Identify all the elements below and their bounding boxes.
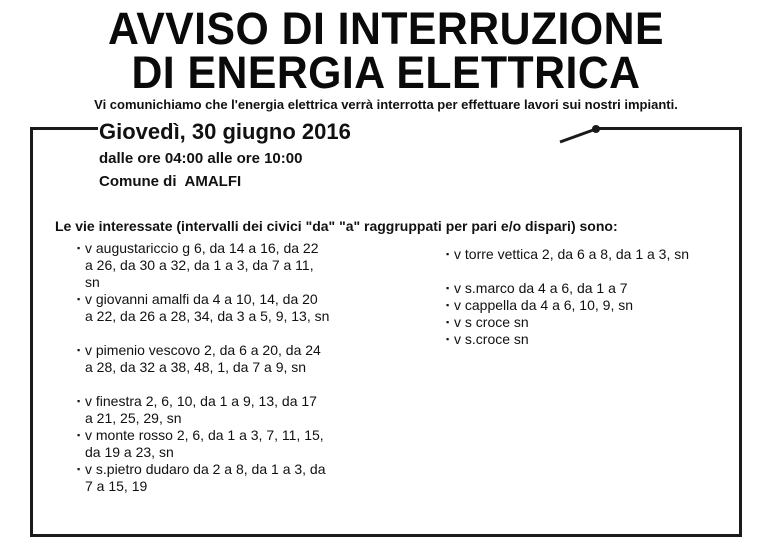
outage-date: Giovedì, 30 giugno 2016 — [99, 119, 351, 144]
streets-heading: Le vie interessate (intervalli dei civici "da" "a" raggruppati per pari e/o dispari) sono: — [55, 218, 618, 234]
street-line: v giovanni amalfi da 4 a 10, 14, da 20 — [85, 291, 318, 307]
bullet-icon: ▪ — [77, 430, 81, 440]
street-line: v monte rosso 2, 6, da 1 a 3, 7, 11, 15, — [85, 427, 324, 443]
street-line: v pimenio vescovo 2, da 6 a 20, da 24 — [85, 342, 321, 358]
streets-left-column — [77, 240, 377, 495]
bullet-icon: ▪ — [446, 317, 450, 327]
street-item — [446, 280, 736, 297]
bullet-icon: ▪ — [446, 249, 450, 259]
street-line: v s.pietro dudaro da 2 a 8, da 1 a 3, da — [85, 461, 326, 477]
street-line: a 28, da 32 a 38, 48, 1, da 7 a 9, sn — [85, 359, 307, 375]
street-line: a 22, da 26 a 28, 34, da 3 a 5, 9, 13, sn — [85, 308, 330, 324]
street-item — [446, 314, 736, 331]
title-line-1: AVVISO DI INTERRUZIONE — [108, 3, 664, 54]
bullet-icon: ▪ — [77, 243, 81, 253]
outage-comune — [99, 173, 249, 191]
street-line: sn — [85, 274, 100, 290]
street-line: v augustariccio g 6, da 14 a 16, da 22 — [85, 240, 319, 256]
street-line: a 21, 25, 29, sn — [85, 410, 182, 426]
bullet-icon: ▪ — [77, 294, 81, 304]
street-item — [77, 427, 377, 461]
street-line: v cappella da 4 a 6, 10, 9, sn — [454, 297, 634, 313]
street-item — [77, 342, 377, 376]
bullet-icon: ▪ — [446, 334, 450, 344]
street-item — [77, 291, 377, 325]
bullet-icon: ▪ — [77, 464, 81, 474]
street-item — [446, 246, 736, 263]
comune-name: AMALFI — [184, 173, 242, 190]
bullet-icon: ▪ — [77, 396, 81, 406]
bullet-icon: ▪ — [77, 345, 81, 355]
street-line: v s.croce sn — [454, 331, 529, 347]
outage-hours: dalle ore 04:00 alle ore 10:00 — [99, 150, 303, 167]
street-line: 7 a 15, 19 — [85, 478, 148, 494]
street-line: v s croce sn — [454, 314, 529, 330]
intro-text: Vi comunichiamo che l'energia elettrica verrà interrotta per effettuare lavori sui nostri impianti. — [94, 97, 678, 112]
street-line: a 26, da 30 a 32, da 1 a 3, da 7 a 11, — [85, 257, 314, 273]
comune-label: Comune di — [99, 173, 177, 190]
spacer — [446, 263, 736, 280]
street-item — [77, 461, 377, 495]
street-item — [77, 240, 377, 291]
bullet-icon: ▪ — [446, 283, 450, 293]
street-item — [446, 331, 736, 348]
streets-right-column — [446, 246, 736, 348]
title-line-2: DI ENERGIA ELETTRICA — [131, 47, 641, 98]
street-line: v s.marco da 4 a 6, da 1 a 7 — [454, 280, 628, 296]
street-line: v finestra 2, 6, 10, da 1 a 9, 13, da 17 — [85, 393, 317, 409]
street-item — [77, 393, 377, 427]
spacer — [77, 376, 377, 393]
street-line: v torre vettica 2, da 6 a 8, da 1 a 3, sn — [454, 246, 690, 262]
street-item — [446, 297, 736, 314]
street-line: da 19 a 23, sn — [85, 444, 174, 460]
spacer — [77, 325, 377, 342]
bullet-icon: ▪ — [446, 300, 450, 310]
